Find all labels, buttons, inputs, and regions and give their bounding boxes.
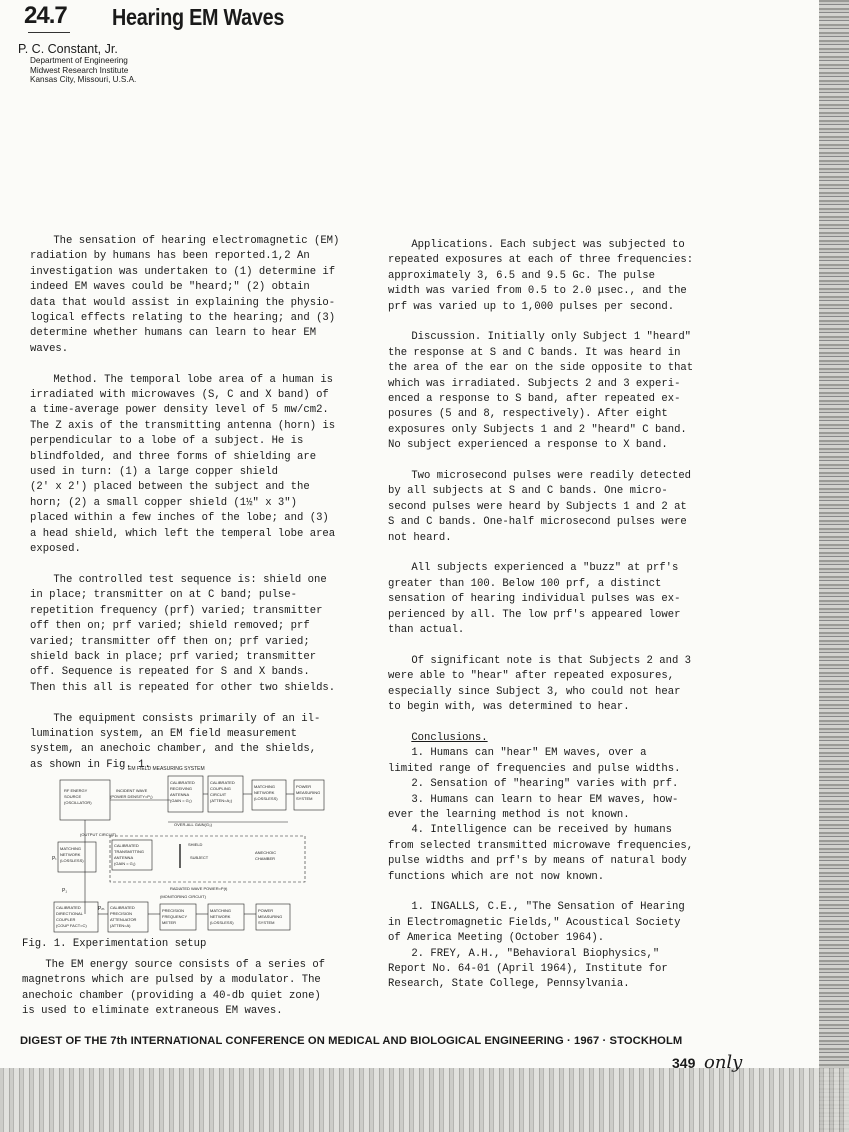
directional-coupler-label: (COUP FACT=C): [56, 923, 87, 928]
matching-mid-label: NETWORK: [60, 852, 81, 857]
author: P. C. Constant, Jr.: [18, 42, 118, 56]
attenuator-label: ATTENUATOR: [110, 917, 137, 922]
paper-title: Hearing EM Waves: [112, 4, 285, 30]
shield-label: SHIELD: [188, 842, 203, 847]
power-top-label: SYSTEM: [296, 796, 313, 801]
rf-source-label: SOURCE: [64, 794, 82, 799]
method-paragraph: Method. The temporal lobe area of a human is irradiated with microwaves (S, C and X band) of a time-average power density level of 5 mw/cm2. The Z axis of the transmitting antenna (horn) is perpendicular to a lobe of a subject. He is blindfolded, and three forms of shielding are used in turn: (1) a large copper shield (2' x 2') placed between the subject and the horn; (2) a small copper shield (1½" x 3") placed within a few inches of the lobe; and (3) a head shield, which left the temperal lobe area exposed.: [30, 373, 336, 556]
rf-source-label: (OSCILLATOR): [64, 800, 92, 805]
right-column: [388, 238, 718, 993]
monitoring-label: (MONITORING CIRCUIT): [160, 894, 206, 899]
attenuator-label: (ATTEN=A): [110, 923, 131, 928]
conclusions-section: Conclusions. 1. Humans can "hear" EM waves, over a limited range of frequencies and pulse widths. 2. Sensation of "hearing" varies with prf. 3. Humans can learn to hear EM waves, how- ever the learning method is not known. 4. Intelligence can be received by humans from selected transmitted microwave frequencies, pulse widths and prf's by means of natural body functions which are not now known.: [388, 731, 718, 885]
discussion-paragraph: Discussion. Initially only Subject 1 "heard" the response at S and C bands. It was heard in the area of the ear on the side opposite to that which was irradiated. Subjects 2 and 3 experi- enced a response to S band, after repeated ex- posures (5 and 8, respectively). After eight exposures only Subjects 1 and 2 "heard" C band. No subject experienced a response to X band.: [388, 331, 694, 452]
incident-wave-label: (POWER DENSITY=P₁): [110, 794, 153, 799]
output-circuit-label: (OUTPUT CIRCUIT): [80, 832, 117, 837]
power-bot-label: POWER: [258, 908, 274, 913]
anechoic-label: CHAMBER: [255, 856, 276, 861]
intro-paragraph: The sensation of hearing electromagnetic (EM) radiation by humans has been reported.1,2 An investigation was undertaken to (1) determine if indeed EM waves could be "heard;" (2) obtain data that would assist in explaining the physio- logical effects relating to the hearing; and (3) determine whether humans can learn to hear EM waves.: [30, 235, 340, 355]
matching-bot-label: MATCHING: [210, 908, 232, 913]
matching-top-label: (LOSSLESS): [254, 796, 278, 801]
left-column: [30, 234, 360, 773]
significant-paragraph: Of significant note is that Subjects 2 and 3 were able to "hear" after repeated exposures, especially since Subject 3, who could not hear to begin with, was determined to hear.: [388, 654, 692, 714]
applications-paragraph: Applications. Each subject was subjected to repeated exposures at each of three frequencies: approximately 3, 6.5 and 9.5 Gc. The pulse width was varied from 0.5 to 2.0 μsec., and the prf was varied up to 1,000 pulses per second.: [388, 239, 694, 313]
subject-label: SUBJECT: [190, 855, 209, 860]
affiliation-line: Kansas City, Missouri, U.S.A.: [30, 75, 137, 85]
affiliation-line: Department of Engineering: [30, 56, 128, 65]
radiated-power-label: RADIATED WAVE POWER=P(t): [170, 886, 228, 891]
scan-bottom-noise: [0, 1068, 849, 1132]
figure-caption: Fig. 1. Experimentation setup: [22, 938, 207, 950]
affiliation: [30, 56, 136, 85]
transmitting-antenna-label: TRANSMITTING: [114, 849, 144, 854]
source-paragraph: The EM energy source consists of a series of magnetrons which are pulsed by a modulator. The anechoic chamber (providing a 40-db quiet zone) is used to eliminate extraneous EM waves.: [22, 959, 326, 1018]
page-number: 349: [672, 1055, 696, 1071]
incident-wave-label: INCIDENT WAVE: [116, 788, 148, 793]
diagram-title: EM FIELD MEASURING SYSTEM: [128, 766, 205, 772]
equipment-paragraph: The equipment consists primarily of an il- lumination system, an EM field measurement system, an anechoic chamber, and the shields, as shown in Fig. 1.: [30, 712, 321, 771]
handwritten-note: only: [704, 1052, 743, 1073]
frequency-meter-label: PRECISION: [162, 908, 185, 913]
transmitting-antenna-label: (GAIN = G₁): [114, 861, 136, 866]
frequency-meter-label: FREQUENCY: [162, 914, 188, 919]
references: 1. INGALLS, C.E., "The Sensation of Hearing in Electromagnetic Fields," Acoustical Society of America Meeting (October 1964). 2. FREY, A.H., "Behavioral Biophysics," Report No. 64-01 (April 1964), Institute for Research, State College, Pennsylvania.: [388, 901, 685, 991]
power-top-label: POWER: [296, 784, 312, 789]
coupling-circuit-label: CIRCUIT: [210, 792, 227, 797]
session-number: 24.7: [24, 2, 67, 30]
matching-bot-label: NETWORK: [210, 914, 231, 919]
power-top-label: MEASURING: [296, 790, 321, 795]
receiving-antenna-label: ANTENNA: [170, 792, 190, 797]
matching-top-label: MATCHING: [254, 784, 276, 789]
rf-source-label: RF ENERGY: [64, 788, 88, 793]
frequency-meter-label: METER: [162, 920, 176, 925]
directional-coupler-label: CALIBRATED: [56, 905, 81, 910]
pulses-paragraph: Two microsecond pulses were readily detected by all subjects at S and C bands. One micro- second pulses were heard by Subjects 1 and 2 at S and C bands. One-half microsecond pulses were not heard.: [388, 470, 692, 544]
attenuator-label: CALIBRATED: [110, 905, 135, 910]
coupling-circuit-label: CALIBRATED: [210, 780, 235, 785]
matching-bot-label: (LOSSLESS): [210, 920, 234, 925]
sequence-paragraph: The controlled test sequence is: shield one in place; transmitter on at C band; pulse- repetition frequency (prf) varied; transmitter off then on; prf varied; shield removed; prf varied; transmitter off then on; prf varied; shield back in place; prf varied; transmitter off. Sequence is repeated for S and X bands. Then this all is repeated for other two shields.: [30, 573, 336, 694]
transmitting-antenna-label: CALIBRATED: [114, 843, 139, 848]
coupling-circuit-label: (ATTEN=A₂): [210, 798, 233, 803]
power-bot-label: SYSTEM: [258, 920, 275, 925]
anechoic-label: ANECHOIC: [255, 850, 277, 855]
transmitting-antenna-label: ANTENNA: [114, 855, 134, 860]
p1-label: P₁: [62, 888, 68, 894]
buzz-paragraph: All subjects experienced a "buzz" at prf's greater than 100. Below 100 prf, a distinct sensation of hearing individual pulses was ex- perienced by all. The low prf's appeared lower than actual.: [388, 562, 681, 637]
directional-coupler-label: DIRECTIONAL: [56, 911, 83, 916]
matching-top-label: NETWORK: [254, 790, 275, 795]
receiving-antenna-label: CALIBRATED: [170, 780, 195, 785]
conference-footer: DIGEST OF THE 7th INTERNATIONAL CONFERENCE ON MEDICAL AND BIOLOGICAL ENGINEERING · 1967 · STOCKHOLM: [20, 1035, 683, 1047]
receiving-antenna-label: (GAIN = G₂): [170, 798, 192, 803]
directional-coupler-label: COUPLER: [56, 917, 76, 922]
matching-mid-label: MATCHING: [60, 846, 82, 851]
attenuator-label: PRECISION: [110, 911, 133, 916]
scan-edge-noise: [819, 0, 849, 1132]
power-bot-label: MEASURING: [258, 914, 283, 919]
pt-label: Pₜ: [52, 856, 57, 862]
figure-1-diagram: [50, 764, 350, 934]
affiliation-line: Midwest Research Institute: [30, 65, 129, 75]
coupling-circuit-label: COUPLING: [210, 786, 231, 791]
conclusions-heading: Conclusions.: [411, 731, 488, 744]
overall-gain-label: OVER-ALL GAIN(G₀): [174, 822, 212, 827]
matching-mid-label: (LOSSLESS): [60, 858, 84, 863]
pm-label: Pₘ: [98, 906, 105, 912]
receiving-antenna-label: RECEIVING: [170, 786, 193, 791]
